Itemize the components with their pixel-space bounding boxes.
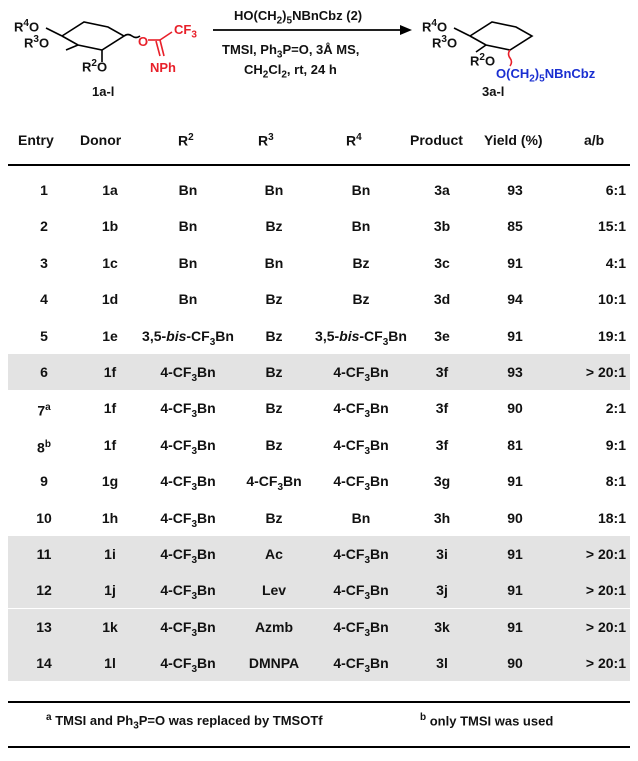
donor-cell: 1f — [103, 364, 117, 380]
body-rule — [8, 701, 630, 703]
ab-cell: 8:1 — [605, 473, 626, 490]
donor-cf3-label: $CF_3$ — [174, 22, 197, 41]
donor-cell: 1k — [102, 618, 118, 635]
donor-cell: 1l — [104, 655, 116, 672]
r4-cell: Bz — [352, 291, 370, 308]
product-cell: 3b — [433, 218, 451, 235]
r4-cell: $4-CF_3Bn$ — [333, 436, 389, 457]
r4-cell: $3,5-bis-CF_3Bn$ — [315, 327, 407, 348]
yield-cell: 91 — [507, 473, 523, 490]
entry-cell: 11 — [36, 546, 52, 562]
r3-cell: Bz — [265, 291, 283, 308]
product-cell: 3i — [436, 546, 448, 562]
donor-nph-label: NPh — [150, 60, 176, 75]
r4-cell: Bz — [352, 254, 370, 271]
entry-cell: 6 — [40, 364, 48, 380]
yield-cell: 91 — [507, 327, 523, 344]
product-cell: 3c — [434, 254, 450, 271]
table-row — [8, 208, 630, 244]
table-row — [8, 354, 630, 390]
ab-cell: 2:1 — [605, 400, 626, 417]
donor-o-label: O — [138, 34, 149, 49]
r2-cell: $4-CF_3Bn$ — [160, 509, 216, 530]
donor-cell: 1j — [104, 582, 116, 599]
footnote-a-text: TMSI and $Ph_3P=O$ was replaced by TMSOTf — [55, 713, 323, 732]
r4-cell: $4-CF_3Bn$ — [333, 364, 389, 384]
header-yield: Yield (%) — [484, 132, 543, 148]
ab-cell: > 20:1 — [585, 582, 626, 599]
r3-cell: Bz — [265, 509, 283, 526]
ab-cell: 10:1 — [597, 291, 626, 308]
product-chain-label: $O(CH_2)_5NBnCbz$ — [496, 66, 596, 85]
yield-cell: 91 — [507, 618, 523, 635]
table-row — [8, 245, 630, 281]
yield-cell: 94 — [507, 291, 523, 308]
ab-cell: 19:1 — [597, 327, 626, 344]
donor-cell: 1h — [101, 509, 119, 526]
entry-cell: 10 — [36, 509, 52, 526]
donor-cell: 1i — [104, 546, 116, 562]
r4-cell: $4-CF_3Bn$ — [333, 582, 389, 603]
r2-cell: $3,5-bis-CF_3Bn$ — [142, 327, 234, 348]
yield-cell: 90 — [507, 655, 523, 672]
r3-cell: $4-CF_3Bn$ — [246, 473, 302, 493]
ab-cell: 6:1 — [605, 182, 626, 198]
footer-rule — [8, 746, 630, 748]
entry-cell: 4 — [40, 291, 48, 308]
yield-cell: 93 — [507, 182, 523, 198]
footnote-a: $^a$ TMSI and $Ph_3P=O$ was replaced by TMSOTf — [46, 712, 323, 732]
r3-cell: DMNPA — [248, 655, 300, 672]
r2-cell: Bn — [178, 218, 198, 235]
donor-compound-label: 1a-l — [92, 84, 115, 99]
entry-cell: 9 — [40, 473, 48, 490]
r3-cell: Bz — [265, 436, 283, 453]
r4-cell: $4-CF_3Bn$ — [333, 473, 389, 493]
entry-cell: 12 — [36, 582, 52, 599]
entry-cell: 14 — [36, 655, 52, 672]
r3-cell: Bz — [265, 218, 283, 235]
r3-cell: Azmb — [254, 618, 294, 635]
product-r4-label: $R^4O$ — [422, 18, 448, 35]
entry-cell: 5 — [40, 327, 48, 344]
r4-cell: $4-CF_3Bn$ — [333, 546, 389, 566]
ab-cell: 18:1 — [597, 509, 626, 526]
r4-cell: $4-CF_3Bn$ — [333, 400, 389, 421]
table-row — [8, 536, 630, 572]
donor-r4-label: $R^4O$ — [14, 18, 40, 35]
footnote-b: $^b$ only TMSI was used — [420, 712, 554, 729]
product-r3-label: $R^3O$ — [432, 34, 458, 51]
product-cell: 3h — [433, 509, 451, 526]
ab-cell: > 20:1 — [585, 655, 626, 672]
header-product: Product — [410, 132, 463, 148]
ab-cell: > 20:1 — [585, 364, 626, 380]
entry-cell: 3 — [40, 254, 48, 271]
reagent-line-1: $HO(CH_2)_5NBnCbz$ (2) — [234, 8, 363, 27]
product-cell: 3f — [435, 364, 449, 380]
donor-cell: 1c — [102, 254, 118, 271]
r2-cell: $4-CF_3Bn$ — [160, 473, 216, 493]
yield-cell: 81 — [507, 436, 523, 453]
donor-cell: 1e — [102, 327, 118, 344]
entry-cell: 1 — [40, 182, 48, 198]
donor-cell: 1a — [102, 182, 118, 198]
reaction-scheme — [0, 0, 638, 110]
header-donor: Donor — [80, 132, 122, 148]
ab-cell: > 20:1 — [585, 618, 626, 635]
donor-r3-label: $R^3O$ — [24, 34, 50, 51]
table-row — [8, 390, 630, 426]
product-cell: 3d — [433, 291, 451, 308]
r3-cell: Bz — [265, 364, 283, 380]
r3-cell: Bn — [264, 182, 284, 198]
table-row — [8, 463, 630, 499]
donor-cell: 1b — [101, 218, 119, 235]
reagent-line-3: $CH_2Cl_2$, rt, 24 h — [244, 62, 337, 81]
header-r2: $R^2$ — [178, 132, 194, 149]
donor-cell: 1f — [103, 400, 117, 417]
r2-cell: $4-CF_3Bn$ — [160, 655, 216, 675]
entry-cell: 8$^b$ — [37, 438, 51, 456]
r2-cell: $4-CF_3Bn$ — [160, 546, 216, 566]
r2-cell: Bn — [178, 254, 198, 271]
yield-cell: 90 — [507, 400, 523, 417]
ab-cell: 4:1 — [605, 254, 626, 271]
donor-cell: 1d — [101, 291, 119, 308]
table-row — [8, 172, 630, 208]
product-cell: 3g — [433, 473, 451, 490]
donor-r2-label: $R^2O$ — [82, 58, 108, 75]
r2-cell: $4-CF_3Bn$ — [160, 618, 216, 639]
yield-cell: 93 — [507, 364, 523, 380]
table-row — [8, 609, 630, 645]
product-compound-label: 3a-l — [482, 84, 505, 99]
table-row — [8, 318, 630, 354]
r2-cell: $4-CF_3Bn$ — [160, 400, 216, 421]
r3-cell: Bn — [264, 254, 284, 271]
ab-cell: 15:1 — [597, 218, 626, 235]
entry-cell: 2 — [40, 218, 48, 235]
table-row — [8, 281, 630, 317]
r2-cell: $4-CF_3Bn$ — [160, 436, 216, 457]
header-r4: $R^4$ — [346, 132, 362, 149]
r2-cell: $4-CF_3Bn$ — [160, 364, 216, 384]
product-cell: 3j — [436, 582, 448, 599]
r4-cell: Bn — [351, 182, 371, 198]
header-r3: $R^3$ — [258, 132, 274, 149]
product-cell: 3e — [434, 327, 450, 344]
product-cell: 3f — [435, 400, 449, 417]
header-rule — [8, 164, 630, 166]
yield-cell: 90 — [507, 509, 523, 526]
yield-cell: 91 — [507, 582, 523, 599]
yield-cell: 91 — [507, 546, 523, 562]
r4-cell: $4-CF_3Bn$ — [333, 618, 389, 639]
r2-cell: $4-CF_3Bn$ — [160, 582, 216, 603]
product-r2-label: $R^2O$ — [470, 52, 496, 69]
r3-cell: Bz — [265, 400, 283, 417]
r3-cell: Lev — [261, 582, 287, 599]
product-cell: 3a — [434, 182, 450, 198]
product-cell: 3k — [434, 618, 450, 635]
donor-cell: 1g — [101, 473, 119, 490]
product-cell: 3l — [436, 655, 448, 672]
r2-cell: Bn — [178, 182, 198, 198]
header-ab: a/b — [584, 132, 605, 148]
donor-cell: 1f — [103, 436, 117, 453]
r3-cell: Bz — [265, 327, 283, 344]
table-row — [8, 572, 630, 608]
footnote-b-text: only TMSI was used — [429, 713, 554, 729]
ab-cell: 9:1 — [605, 436, 626, 453]
entry-cell: 13 — [36, 618, 52, 635]
r4-cell: Bn — [351, 509, 371, 526]
r4-cell: Bn — [351, 218, 371, 235]
r4-cell: $4-CF_3Bn$ — [333, 655, 389, 675]
table-row — [8, 500, 630, 536]
product-cell: 3f — [435, 436, 449, 453]
r2-cell: Bn — [178, 291, 198, 308]
yield-cell: 91 — [507, 254, 523, 271]
entry-cell: 7$^a$ — [37, 402, 51, 420]
table-row — [8, 645, 630, 681]
table-row — [8, 427, 630, 463]
yield-cell: 85 — [507, 218, 523, 235]
ab-cell: > 20:1 — [585, 546, 626, 562]
header-entry: Entry — [18, 132, 54, 148]
reagent-line-2: TMSI, $Ph_3P=O$, 3Å MS, — [222, 42, 360, 61]
r3-cell: Ac — [265, 546, 283, 562]
